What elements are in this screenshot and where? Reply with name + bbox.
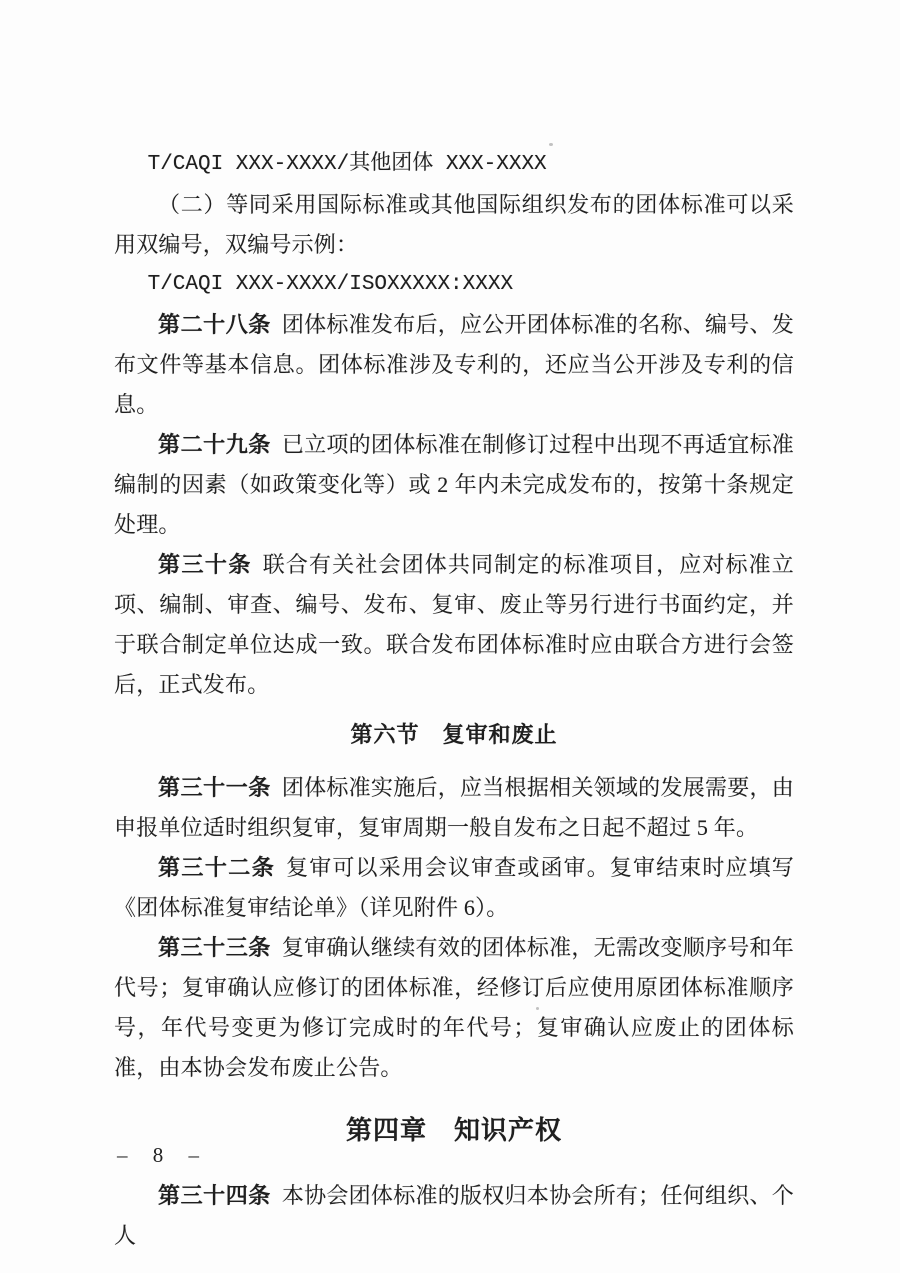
article-34-text: 本协会团体标准的版权归本协会所有；任何组织、个人: [114, 1183, 794, 1248]
article-28-number: 第二十八条: [158, 312, 271, 337]
article-32-number: 第三十二条: [158, 855, 276, 880]
article-31-number: 第三十一条: [158, 775, 271, 800]
article-31-text: 团体标准实施后，应当根据相关领域的发展需要，由申报单位适时组织复审，复审周期一般自发布之日起不超过 5 年。: [114, 775, 794, 840]
article-33: [114, 928, 794, 1088]
article-33-text: 复审确认继续有效的团体标准，无需改变顺序号和年代号；复审确认应修订的团体标准，经修订后应使用原团体标准顺序号，年代号变更为修订完成时的年代号；复审确认应废止的团体标准，由本协会发布废止公告。: [114, 935, 794, 1080]
item-2-paragraph: （二）等同采用国际标准或其他国际组织发布的团体标准可以采用双编号，双编号示例：: [114, 192, 794, 257]
scan-speck: [549, 143, 553, 146]
article-32: [114, 848, 794, 928]
article-33-number: 第三十三条: [158, 935, 271, 960]
article-28: [114, 305, 794, 425]
standard-number-example-dual: T/CAQI XXX-XXXX/其他团体 XXX-XXXX: [147, 153, 547, 176]
document-body: [114, 145, 794, 1256]
article-31: [114, 768, 794, 848]
article-29-number: 第二十九条: [158, 432, 271, 457]
article-30-number: 第三十条: [158, 552, 252, 577]
chapter-4-heading: 第四章 知识产权: [345, 1115, 562, 1145]
article-34: [114, 1176, 794, 1256]
page-number: – 8 –: [117, 1143, 207, 1167]
article-30: [114, 545, 794, 705]
article-28-text: 团体标准发布后，应公开团体标准的名称、编号、发布文件等基本信息。团体标准涉及专利的，还应当公开涉及专利的信息。: [114, 312, 794, 417]
scan-speck: [536, 1007, 539, 1010]
article-29: [114, 425, 794, 545]
article-30-text: 联合有关社会团体共同制定的标准项目，应对标准立项、编制、审查、编号、发布、复审、废止等另行进行书面约定，并于联合制定单位达成一致。联合发布团体标准时应由联合方进行会签后，正式发布。: [114, 552, 794, 697]
section-6-heading: 第六节 复审和废止: [350, 722, 558, 747]
article-29-text: 已立项的团体标准在制修订过程中出现不再适宜标准编制的因素（如政策变化等）或 2 年内未完成发布的，按第十条规定处理。: [114, 432, 794, 537]
article-34-number: 第三十四条: [158, 1183, 271, 1208]
article-32-text: 复审可以采用会议审查或函审。复审结束时应填写《团体标准复审结论单》（详见附件 6）。: [114, 855, 794, 920]
standard-number-example-iso: T/CAQI XXX-XXXX/ISOXXXXX:XXXX: [147, 273, 514, 296]
